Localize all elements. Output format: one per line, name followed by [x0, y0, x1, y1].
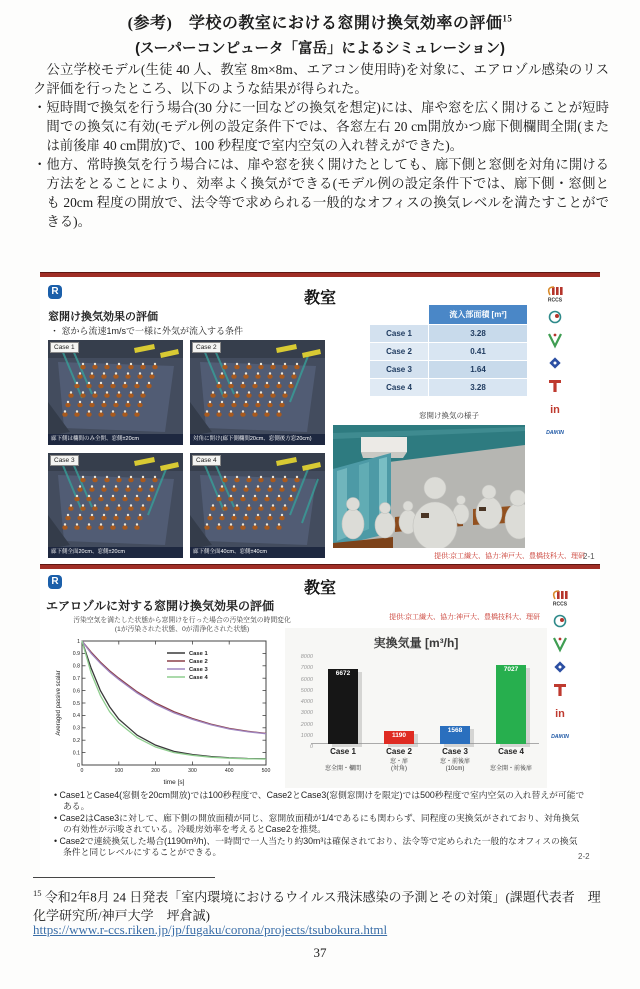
slide2-page-number: 2-2: [578, 852, 590, 861]
case-label: Case 4: [192, 455, 221, 466]
svg-text:DAIKIN: DAIKIN: [546, 430, 564, 436]
row-label: Case 2: [370, 343, 428, 360]
row-value: 0.41: [429, 343, 527, 360]
diamond-logo: [542, 355, 568, 372]
rccs-logo: [542, 286, 568, 303]
row-value: 1.64: [429, 361, 527, 378]
table-row: [370, 361, 528, 378]
in-logo: [542, 401, 568, 418]
svg-text:500: 500: [261, 768, 271, 774]
svg-text:0.7: 0.7: [72, 676, 80, 682]
page-title: [0, 10, 640, 33]
slide2-credit: 提供:京工繊大、協力:神戸大、豊橋技科大、理研: [389, 614, 540, 621]
svg-text:Case 2: Case 2: [189, 659, 208, 665]
classroom-3d-render: [190, 453, 325, 558]
classroom-3d-render: [190, 340, 325, 445]
bar-y-tick: 8000: [300, 654, 313, 660]
slide2-bullet-1: • Case1とCase4(窓側を20cm開放)では100秒程度で、Case2とCase3(窓側窓開けを限定)では500秒程度で室内空気の入れ替えが可能である。: [54, 790, 585, 811]
svg-text:RCCS: RCCS: [552, 601, 568, 607]
intro-paragraph: 公立学校モデル(生徒 40 人、教室 8m×8m、エアコン使用時)を対象に、エアロゾル感染のリスク評価を行ったところ、以下のような結果が得られた。: [33, 62, 609, 96]
bar-category-label: Case 2: [386, 747, 412, 756]
svg-text:time [s]: time [s]: [163, 779, 185, 786]
svg-text:0.6: 0.6: [72, 688, 80, 695]
bar-sublabel: 窓・扉 (対角): [389, 759, 408, 772]
case-caption: 廊下側全面40cm、窓側±40cm: [190, 547, 325, 558]
daikin-logo: [547, 728, 573, 745]
svg-text:DAIKIN: DAIKIN: [551, 734, 569, 740]
table-row: [370, 343, 528, 360]
table-row: [370, 379, 528, 396]
svg-text:0.8: 0.8: [72, 663, 80, 670]
row-value: 3.28: [429, 379, 527, 396]
footnote: [33, 884, 609, 925]
svg-text:in: in: [550, 404, 560, 416]
bar-sublabel: 窓全開・前後扉: [489, 766, 532, 772]
case-label: Case 3: [50, 455, 79, 466]
bar-y-tick: 2000: [300, 721, 313, 728]
bar-case-4: [496, 665, 526, 744]
decay-line-chart: [52, 635, 274, 787]
svg-text:1: 1: [77, 638, 80, 645]
bar-value-label: 1568: [447, 727, 463, 734]
svg-text:0: 0: [80, 768, 84, 774]
bar-sublabel: 窓・前後扉 (10cm): [439, 759, 470, 772]
perspective-caption: 窓開け換気の様子: [419, 411, 479, 420]
bar-category-label: Case 4: [498, 747, 524, 756]
slide1-top-bar: [40, 272, 600, 277]
slide1-bullet: ・ 窓から流速1m/sで一様に外気が流入する条件: [50, 326, 244, 336]
classroom-perspective-image: [333, 425, 525, 548]
row-label: Case 1: [370, 325, 428, 342]
slide2-bullet-2: • Case2はCase3に対して、廊下側の開放面積が同じ、窓開放面積が1/4であるにも関わらず、同程度の実換気がされており、対角換気の有効性が示唆されている。冷暖房効率を考えるとCase2を推奨。: [54, 813, 580, 834]
svg-text:0.3: 0.3: [72, 725, 80, 732]
case-label: Case 2: [192, 342, 221, 353]
table-header-cell: 流入部面積 [m²]: [429, 305, 527, 324]
case-label: Case 1: [50, 342, 79, 353]
slide1-title: 教室: [303, 290, 336, 307]
svg-text:0.9: 0.9: [72, 651, 80, 658]
bar-sublabel: 窓全開・欄間: [324, 766, 361, 772]
case4-image: [190, 453, 325, 558]
body-bullet-2: ・他方、常時換気を行う場合には、扉や窓を狭く開けたとしても、廊下側と窓側を対角に開ける方法をとることにより、効率よく換気ができる(モデル例の設定条件下では、廊下側・窓側とも 20cm 程度の開放で、法令等で求められる一般的なオフィスの換気レベルを満たすことができる)。: [33, 157, 609, 229]
classroom-3d-render: [48, 340, 183, 445]
svg-text:in: in: [555, 708, 565, 720]
ventilation-bar-chart: [285, 628, 547, 788]
bar-y-tick: 3000: [300, 710, 313, 717]
slide-2-aerosol-ventilation: [40, 570, 600, 870]
bar-y-tick: 0: [309, 744, 313, 750]
slide-1-window-ventilation: [40, 272, 600, 569]
v-logo: [542, 332, 568, 349]
ring-logo: [547, 613, 573, 630]
case3-image: [48, 453, 183, 558]
page-title-text: (参考) 学校の教室における窓開け換気効率の評価: [127, 15, 503, 32]
row-label: Case 3: [370, 361, 428, 378]
svg-text:0.2: 0.2: [72, 738, 80, 744]
row-label: Case 4: [370, 379, 428, 396]
bar-value-label: 7027: [503, 666, 519, 673]
svg-text:0.5: 0.5: [72, 700, 80, 707]
footnote-text: 令和2年8月 24 日発表「室内環境におけるウイルス飛沫感染の予測とその対策」(課題代表者 理化学研究所/神戸大学 坪倉誠): [33, 889, 601, 924]
bar-case-3: [440, 726, 470, 744]
slide1-partner-logos: [538, 286, 572, 447]
slide2-partner-logos: [543, 590, 577, 751]
body-text: [33, 60, 609, 231]
case1-image: [48, 340, 183, 445]
slide2-subcaption-1: 汚染空気を満たした状態から窓開けを行った場合の汚染空気の時間変化: [73, 617, 291, 624]
bar-y-tick: 6000: [300, 676, 313, 683]
slide1-credit: 提供:京工繊大、協力:神戸大、豊橋技科大、理研: [434, 553, 585, 560]
svg-text:Case 4: Case 4: [189, 675, 208, 681]
bar-y-tick: 7000: [300, 665, 313, 672]
t-logo: [542, 378, 568, 395]
svg-text:100: 100: [114, 768, 124, 774]
case2-image: [190, 340, 325, 445]
daikin-logo: [542, 424, 568, 441]
footnote-ref: 15: [502, 13, 513, 24]
slide1-page-number: 2-1: [583, 552, 595, 561]
bar-plot-area: [285, 654, 547, 784]
svg-text:0: 0: [77, 762, 80, 769]
svg-text:0.1: 0.1: [72, 750, 80, 757]
svg-text:400: 400: [224, 768, 234, 774]
bar-category-label: Case 1: [330, 747, 356, 756]
bar-case-2: [384, 731, 414, 744]
page-subtitle: (スーパーコンピュータ「富岳」によるシミュレーション): [135, 41, 505, 57]
svg-text:Case 3: Case 3: [189, 667, 208, 673]
footnote-link[interactable]: https://www.r-ccs.riken.jp/jp/fugaku/corona/projects/tsubokura.html: [33, 922, 388, 937]
bar-y-tick: 1000: [300, 732, 313, 739]
svg-text:200: 200: [151, 768, 160, 774]
bar-value-label: 1190: [391, 732, 407, 739]
slide1-heading: 窓開け換気効果の評価: [48, 311, 158, 323]
slide2-heading: エアロゾルに対する窓開け換気効果の評価: [46, 599, 275, 613]
footnote-marker: 15: [33, 888, 42, 898]
bar-chart-title: 実換気量 [m³/h]: [373, 636, 459, 650]
bar-y-tick: 5000: [300, 687, 313, 694]
classroom-3d-render: [48, 453, 183, 558]
case-caption: 対角に開け(廊下側欄間20cm、窓側後方窓20cm): [190, 434, 325, 445]
slide2-subcaption-2: (1が汚染された状態、0が清浄化された状態): [114, 626, 250, 633]
riken-logo: R: [48, 575, 62, 589]
rccs-logo: [547, 590, 573, 607]
bar-case-1: [328, 669, 358, 744]
inflow-area-table: [370, 305, 528, 397]
in-logo: [547, 705, 573, 722]
bar-y-tick: 4000: [300, 699, 313, 705]
riken-logo: R: [48, 285, 62, 299]
v-logo: [547, 636, 573, 653]
slide2-bullets: [54, 790, 586, 859]
table-row: [370, 325, 528, 342]
bar-value-label: 6672: [335, 670, 351, 677]
svg-text:0.4: 0.4: [72, 713, 80, 720]
slide1-bottom-bar: [40, 564, 600, 569]
row-value: 3.28: [429, 325, 527, 342]
diamond-logo: [547, 659, 573, 676]
case-caption: 廊下側全面20cm、窓側±20cm: [48, 547, 183, 558]
table-header-row: [370, 305, 528, 324]
ring-logo: [542, 309, 568, 326]
bar-category-label: Case 3: [442, 747, 468, 756]
svg-text:Averaged passive scalar: Averaged passive scalar: [56, 670, 62, 736]
table-corner-cell: [370, 305, 428, 324]
t-logo: [547, 682, 573, 699]
body-bullet-1: ・短時間で換気を行う場合(30 分に一回などの換気を想定)には、扉や窓を広く開けることが短時間での換気に有効(モデル例の設定条件下では、各窓左右 20 cm開放かつ廊下側欄間全開(または前後扉 40 cm開放)で、100 秒程度で室内空気の入れ替えができた)。: [33, 100, 609, 153]
slide2-title: 教室: [303, 580, 336, 597]
page-number: 37: [313, 945, 327, 960]
case-caption: 廊下側は欄間のみ全開、窓側±20cm: [48, 434, 183, 445]
svg-text:300: 300: [188, 768, 197, 774]
footnote-separator: [33, 877, 215, 878]
slide2-bullet-3: • Case2で連続換気した場合(1190m³/h)、一時間で一人当たり約30m³は確保されており、法令等で定められた一般的なオフィスの換気条件と同じレベルにすることができる。: [54, 836, 578, 857]
svg-text:Case 1: Case 1: [189, 651, 208, 657]
svg-text:RCCS: RCCS: [547, 297, 563, 303]
